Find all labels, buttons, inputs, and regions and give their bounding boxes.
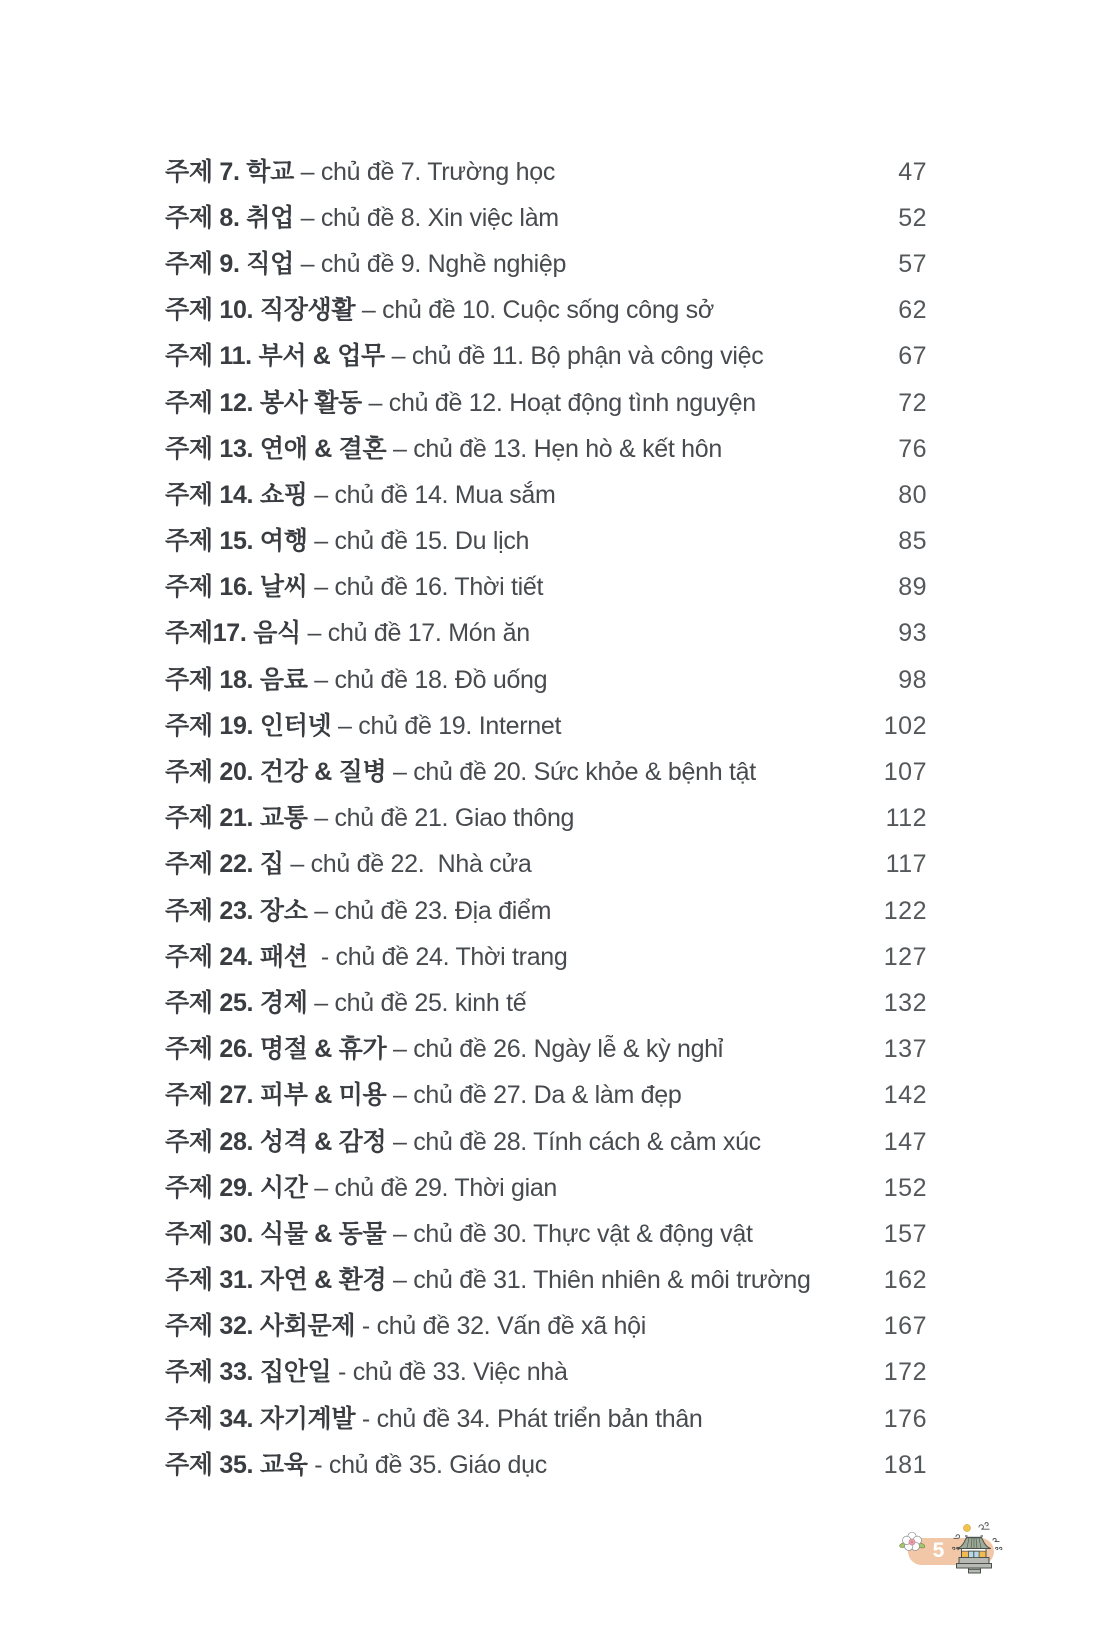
toc-row	[165, 980, 927, 1026]
toc-page-number: 85	[898, 527, 927, 556]
toc-row	[165, 611, 927, 657]
toc-page-number: 93	[898, 619, 927, 648]
toc-title	[165, 1127, 761, 1156]
toc-korean-title: 주제 14. 쇼핑	[165, 480, 308, 509]
toc-title	[165, 760, 756, 785]
toc-korean-title: 주제 11. 부서 & 업무	[165, 342, 385, 371]
toc-korean-title: 주제 30. 식물 & 동물	[165, 1219, 387, 1248]
toc-title	[165, 1037, 723, 1062]
toc-vietnamese-title: – chủ đề 29. Thời gian	[307, 1173, 558, 1202]
toc-korean-title: 주제 23. 장소	[165, 896, 308, 925]
toc-row	[165, 1211, 927, 1257]
toc-korean-title: 주제 10. 직장생활	[165, 296, 356, 325]
toc-korean-title: 주제 31. 자연 & 환경	[165, 1266, 387, 1295]
flower-icon	[899, 1532, 926, 1550]
toc-title	[165, 1360, 568, 1385]
toc-vietnamese-title: - chủ đề 24. Thời trang	[307, 942, 568, 971]
toc-title	[165, 480, 556, 509]
toc-row	[165, 472, 927, 518]
toc-page-number: 147	[883, 1127, 927, 1156]
toc-row	[165, 426, 927, 472]
toc-korean-title: 주제 32. 사회문제	[165, 1312, 356, 1341]
toc-title	[165, 298, 714, 323]
toc-page-number: 67	[898, 342, 927, 371]
toc-title	[165, 529, 529, 554]
toc-korean-title: 주제17. 음식	[165, 619, 301, 648]
toc-row	[165, 749, 927, 795]
toc-vietnamese-title: – chủ đề 16. Thời tiết	[307, 573, 544, 602]
toc-vietnamese-title: – chủ đề 31. Thiên nhiên & môi trường	[386, 1266, 811, 1295]
toc-vietnamese-title: - chủ đề 35. Giáo dục	[307, 1450, 547, 1479]
toc-korean-title: 주제 21. 교통	[165, 804, 308, 833]
toc-page-number: 176	[883, 1404, 927, 1433]
toc-row	[165, 842, 927, 888]
toc-vietnamese-title: – chủ đề 13. Hẹn hò & kết hôn	[386, 434, 722, 463]
toc-vietnamese-title: - chủ đề 32. Vấn đề xã hội	[355, 1312, 646, 1341]
toc-korean-title: 주제 25. 경제	[165, 988, 308, 1017]
toc-row	[165, 1396, 927, 1442]
toc-title	[165, 434, 722, 463]
toc-page-number: 137	[883, 1035, 927, 1064]
toc-korean-title: 주제 28. 성격 & 감정	[165, 1127, 387, 1156]
toc-row	[165, 796, 927, 842]
toc-title	[165, 1450, 547, 1479]
toc-korean-title: 주제 22. 집	[165, 850, 284, 879]
toc-page-number: 122	[883, 896, 927, 925]
toc-row	[165, 888, 927, 934]
toc-row	[165, 1073, 927, 1119]
toc-page-number: 76	[898, 434, 927, 463]
toc-title	[165, 1314, 646, 1339]
toc-page-number: 72	[898, 388, 927, 417]
toc-title	[165, 203, 559, 232]
toc-page-number: 98	[898, 665, 927, 694]
toc-page-number: 102	[883, 711, 927, 740]
toc-row	[165, 703, 927, 749]
toc-korean-title: 주제 15. 여행	[165, 527, 308, 556]
toc-title	[165, 1268, 811, 1293]
toc-vietnamese-title: - chủ đề 33. Việc nhà	[331, 1358, 568, 1387]
toc-korean-title: 주제 29. 시간	[165, 1173, 308, 1202]
toc-vietnamese-title: – chủ đề 8. Xin việc làm	[293, 203, 559, 232]
toc-row	[165, 519, 927, 565]
toc-row	[165, 241, 927, 287]
toc-row	[165, 1350, 927, 1396]
toc-title	[165, 1173, 558, 1202]
toc-vietnamese-title: – chủ đề 12. Hoạt động tình nguyện	[361, 388, 756, 417]
toc-korean-title: 주제 19. 인터넷	[165, 711, 332, 740]
toc-title	[165, 344, 763, 369]
toc-korean-title: 주제 34. 자기계발	[165, 1404, 356, 1433]
toc-vietnamese-title: – chủ đề 18. Đồ uống	[307, 665, 548, 694]
toc-title	[165, 621, 530, 646]
toc-list	[165, 149, 927, 1488]
toc-page-number: 152	[883, 1173, 927, 1202]
toc-page-number: 80	[898, 480, 927, 509]
toc-row	[165, 380, 927, 426]
toc-page-number: 172	[883, 1358, 927, 1387]
toc-page-number: 52	[898, 203, 927, 232]
toc-row	[165, 149, 927, 195]
toc-vietnamese-title: – chủ đề 22. Nhà cửa	[283, 850, 532, 879]
toc-page-number: 117	[885, 850, 927, 879]
toc-page-number: 167	[883, 1312, 927, 1341]
toc-page-number: 181	[883, 1450, 927, 1479]
toc-title	[165, 852, 532, 877]
toc-vietnamese-title: – chủ đề 17. Món ăn	[300, 619, 530, 648]
toc-row	[165, 1027, 927, 1073]
toc-title	[165, 249, 567, 278]
toc-title	[165, 665, 548, 694]
toc-korean-title: 주제 13. 연애 & 결혼	[165, 434, 387, 463]
toc-page-number: 62	[898, 296, 927, 325]
toc-page-number: 112	[885, 804, 927, 833]
toc-page-number: 107	[883, 758, 927, 787]
toc-row	[165, 1258, 927, 1304]
toc-vietnamese-title: – chủ đề 7. Trường học	[293, 157, 556, 186]
toc-vietnamese-title: – chủ đề 10. Cuộc sống công sở	[355, 296, 714, 325]
toc-vietnamese-title: – chủ đề 11. Bộ phận và công việc	[384, 342, 764, 371]
toc-vietnamese-title: – chủ đề 21. Giao thông	[307, 804, 575, 833]
toc-row	[165, 195, 927, 241]
toc-page-number: 127	[883, 942, 927, 971]
toc-page-number: 157	[883, 1219, 927, 1248]
toc-title	[165, 1083, 681, 1108]
toc-vietnamese-title: – chủ đề 26. Ngày lễ & kỳ nghỉ	[386, 1035, 724, 1064]
toc-title	[165, 157, 556, 186]
toc-row	[165, 288, 927, 334]
toc-row	[165, 1165, 927, 1211]
toc-korean-title: 주제 18. 음료	[165, 665, 308, 694]
toc-vietnamese-title: – chủ đề 27. Da & làm đẹp	[386, 1081, 682, 1110]
toc-title	[165, 896, 552, 925]
toc-page-number: 57	[898, 249, 927, 278]
toc-vietnamese-title: – chủ đề 14. Mua sắm	[307, 480, 556, 509]
toc-vietnamese-title: - chủ đề 34. Phát triển bản thân	[355, 1404, 703, 1433]
toc-korean-title: 주제 33. 집안일	[165, 1358, 332, 1387]
toc-vietnamese-title: – chủ đề 20. Sức khỏe & bệnh tật	[386, 758, 756, 787]
toc-vietnamese-title: – chủ đề 19. Internet	[331, 711, 562, 740]
toc-vietnamese-title: – chủ đề 15. Du lịch	[307, 527, 530, 556]
toc-title	[165, 575, 543, 600]
toc-title	[165, 942, 568, 971]
toc-page-number: 162	[883, 1266, 927, 1295]
moon-icon	[963, 1524, 970, 1531]
toc-korean-title: 주제 35. 교육	[165, 1450, 308, 1479]
footer-page-number: 5	[932, 1539, 945, 1562]
toc-page-number: 47	[898, 157, 927, 186]
toc-page-number: 89	[898, 573, 927, 602]
toc-korean-title: 주제 12. 봉사 활동	[165, 388, 362, 417]
toc-vietnamese-title: – chủ đề 28. Tính cách & cảm xúc	[386, 1127, 761, 1156]
toc-row	[165, 657, 927, 703]
toc-row	[165, 334, 927, 380]
toc-vietnamese-title: – chủ đề 25. kinh tế	[307, 988, 527, 1017]
toc-row	[165, 1119, 927, 1165]
toc-title	[165, 1404, 703, 1433]
toc-title	[165, 388, 756, 417]
toc-row	[165, 565, 927, 611]
toc-title	[165, 1219, 753, 1248]
toc-title	[165, 806, 574, 831]
toc-vietnamese-title: – chủ đề 9. Nghề nghiệp	[293, 249, 567, 278]
toc-korean-title: 주제 7. 학교	[165, 157, 294, 186]
toc-title	[165, 711, 562, 740]
toc-row	[165, 934, 927, 980]
toc-korean-title: 주제 27. 피부 & 미용	[165, 1081, 387, 1110]
toc-row	[165, 1442, 927, 1488]
toc-korean-title: 주제 8. 취업	[165, 203, 294, 232]
toc-row	[165, 1304, 927, 1350]
toc-korean-title: 주제 16. 날씨	[165, 573, 308, 602]
toc-korean-title: 주제 26. 명절 & 휴가	[165, 1035, 387, 1064]
toc-korean-title: 주제 20. 건강 & 질병	[165, 758, 387, 787]
toc-korean-title: 주제 24. 패션	[165, 942, 308, 971]
toc-vietnamese-title: – chủ đề 23. Địa điểm	[307, 896, 552, 925]
toc-korean-title: 주제 9. 직업	[165, 249, 294, 278]
toc-page-number: 142	[883, 1081, 927, 1110]
toc-title	[165, 988, 527, 1017]
toc-page-number: 132	[883, 988, 927, 1017]
toc-vietnamese-title: – chủ đề 30. Thực vật & động vật	[386, 1219, 753, 1248]
footer-decoration	[893, 1516, 1015, 1580]
